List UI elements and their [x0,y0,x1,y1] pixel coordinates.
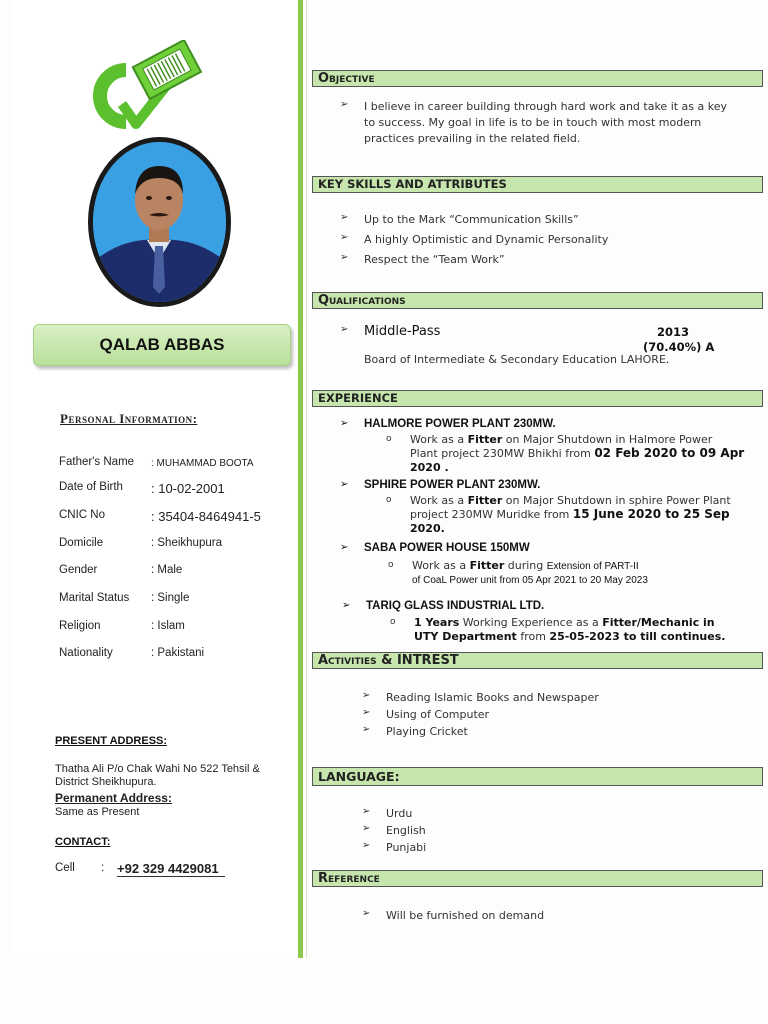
cv-logo-icon [86,40,206,140]
present-address-line1: Thatha Ali P/o Chak Wahi No 522 Tehsil & [55,763,260,775]
cell-separator: : [101,862,105,874]
language-item: ➢ Punjabi [362,840,427,854]
skill-item: ➢ Up to the Mark “Communication Skills” [340,212,579,226]
person-portrait-icon [93,142,226,302]
arrow-bullet-icon: ➢ [340,418,349,429]
contact-title: CONTACT: [55,836,111,848]
arrow-bullet-icon: ➢ [362,690,371,701]
job-detail-tariq: o 1 Years Working Experience as a Fitter/Mechanic in UTY Department from 25-05-2023 to till continues. [390,616,726,643]
language-item: ➢ Urdu [362,806,413,820]
circle-bullet-icon: o [386,434,392,444]
arrow-bullet-icon: ➢ [362,707,371,718]
contact-cell-row [55,862,235,880]
reference-heading: Reference [312,870,763,887]
name-banner [33,324,291,366]
arrow-bullet-icon: ➢ [362,806,371,817]
arrow-bullet-icon: ➢ [340,232,349,243]
job-detail-sphire: o Work as a Fitter on Major Shutdown in sphire Power Plant project 230MW Muridke from 15 June 2020 to 25 Sep 2020. [386,494,731,535]
job-title-saba: ➢ SABA POWER HOUSE 150MW [340,542,530,554]
activity-item: ➢ Playing Cricket [362,724,468,738]
arrow-bullet-icon: ➢ [340,479,349,490]
divider-line [298,0,303,958]
activity-item: ➢ Reading Islamic Books and Newspaper [362,690,599,704]
objective-heading: Objective [312,70,763,87]
circle-bullet-icon: o [388,560,394,570]
activity-item: ➢ Using of Computer [362,707,490,721]
circle-bullet-icon: o [390,617,396,627]
skills-heading: KEY SKILLS AND ATTRIBUTES [312,176,763,193]
resume-page: QALAB ABBAS Personal Information: Father's Name : MUHAMMAD BOOTA Date of Birth : 10-02-2001 CNIC No : 35404-8464941-5 Domicile : Sheikhupura Gender : Male Marital Status : Single Religion : Islam Nationality : Pakistani PRESENT ADDRESS: Thatha Ali P/o Chak Wahi No 522 Tehsil & District Sheikhupura. Permanent Address: Same as Present CONTACT: Cell : +92 329 4429081 Objective ➢ I believe in career building through hard work and take it as a key to success. My goal in life is to be in touch with most modern practices prevailing in the related field. KEY SKILLS AND ATTRIBUTES ➢ Up to the Mark “Communication Skills” ➢ A highly Optimistic and Dynamic Personality ➢ Respect the “Team Work” Qualifications ➢ Middle-Pass 2013 (70.40%) A Board of Intermediate & Secondary Education LAHORE. EXPERIENCE ➢ HALMORE POWER PLANT 230MW. o Work as a Fitter on Major Shutdown in Halmore Power Plant project 230MW Bhikhi from 02 Feb 2020 to 09 Apr 2020 . ➢ SPHIRE POWER PLANT 230MW. o Work as a Fitter on Major Shutdown in sphire Power Plant project 230MW Muridke from 15 June 2020 to 25 Sep 2020. ➢ SABA POWER HOUSE 150MW o Work as a Fitter during Extension of PART-II of CoaL Power unit from 05 Apr 2021 to 20 May 2023 ➢ TARIQ GLASS INDUSTRIAL LTD. o 1 Years Working Experience as a Fitter/Mechanic in UTY Department from 25-05-2023 to till continues. Activities & INTREST ➢ Reading Islamic Books and Newspaper ➢ Using of Computer ➢ Playing Cricket LANGUAGE: ➢ Urdu ➢ English ➢ Punjabi Reference ➢ Will be furnished on demand [0,0,768,1024]
permanent-address-value: Same as Present [55,806,140,818]
qualification-grade: (70.40%) A [643,340,715,354]
arrow-bullet-icon: ➢ [340,542,349,553]
experience-heading: EXPERIENCE [312,390,763,407]
profile-photo [88,137,231,307]
arrow-bullet-icon: ➢ [362,908,371,919]
arrow-bullet-icon: ➢ [340,324,349,335]
arrow-bullet-icon: ➢ [340,252,349,263]
language-heading: LANGUAGE: [312,767,763,786]
personal-info-title: Personal Information: [60,411,198,426]
divider-line-thin [306,0,307,958]
present-address-line2: District Sheikhupura. [55,776,157,788]
present-address-title: PRESENT ADDRESS: [55,735,168,747]
skill-item: ➢ A highly Optimistic and Dynamic Personality [340,232,609,246]
activities-heading: Activities & INTREST [312,652,763,669]
cell-label: Cell [55,862,75,874]
arrow-bullet-icon: ➢ [340,99,349,110]
arrow-bullet-icon: ➢ [362,840,371,851]
permanent-address-title: Permanent Address: [55,791,172,805]
cell-number[interactable]: +92 329 4429081 [117,861,225,877]
circle-bullet-icon: o [386,495,392,505]
job-detail-halmore: o Work as a Fitter on Major Shutdown in Halmore Power Plant project 230MW Bhikhi from 02 Feb 2020 to 09 Apr 2020 . [386,433,745,474]
job-title-sphire: ➢ SPHIRE POWER PLANT 230MW. [340,479,541,491]
objective-item: ➢ I believe in career building through hard work and take it as a key to success. My goal in life is to be in touch with most modern practices prevailing in the related field. [340,99,728,145]
skill-item: ➢ Respect the “Team Work” [340,252,505,266]
language-item: ➢ English [362,823,426,837]
job-detail-saba: o Work as a Fitter during Extension of PART-II of CoaL Power unit from 05 Apr 2021 to 20 May 2023 [388,559,648,586]
qualification-item: ➢ Middle-Pass [340,324,441,339]
qualification-board: Board of Intermediate & Secondary Education LAHORE. [364,353,670,366]
arrow-bullet-icon: ➢ [362,724,371,735]
job-title-halmore: ➢ HALMORE POWER PLANT 230MW. [340,418,556,430]
candidate-name: QALAB ABBAS [99,335,225,354]
qualifications-heading: Qualifications [312,292,763,309]
arrow-bullet-icon: ➢ [362,823,371,834]
qualification-year: 2013 [657,325,690,339]
reference-item: ➢ Will be furnished on demand [362,908,545,922]
arrow-bullet-icon: ➢ [342,600,351,611]
job-title-tariq: ➢ TARIQ GLASS INDUSTRIAL LTD. [342,600,545,612]
arrow-bullet-icon: ➢ [340,212,349,223]
